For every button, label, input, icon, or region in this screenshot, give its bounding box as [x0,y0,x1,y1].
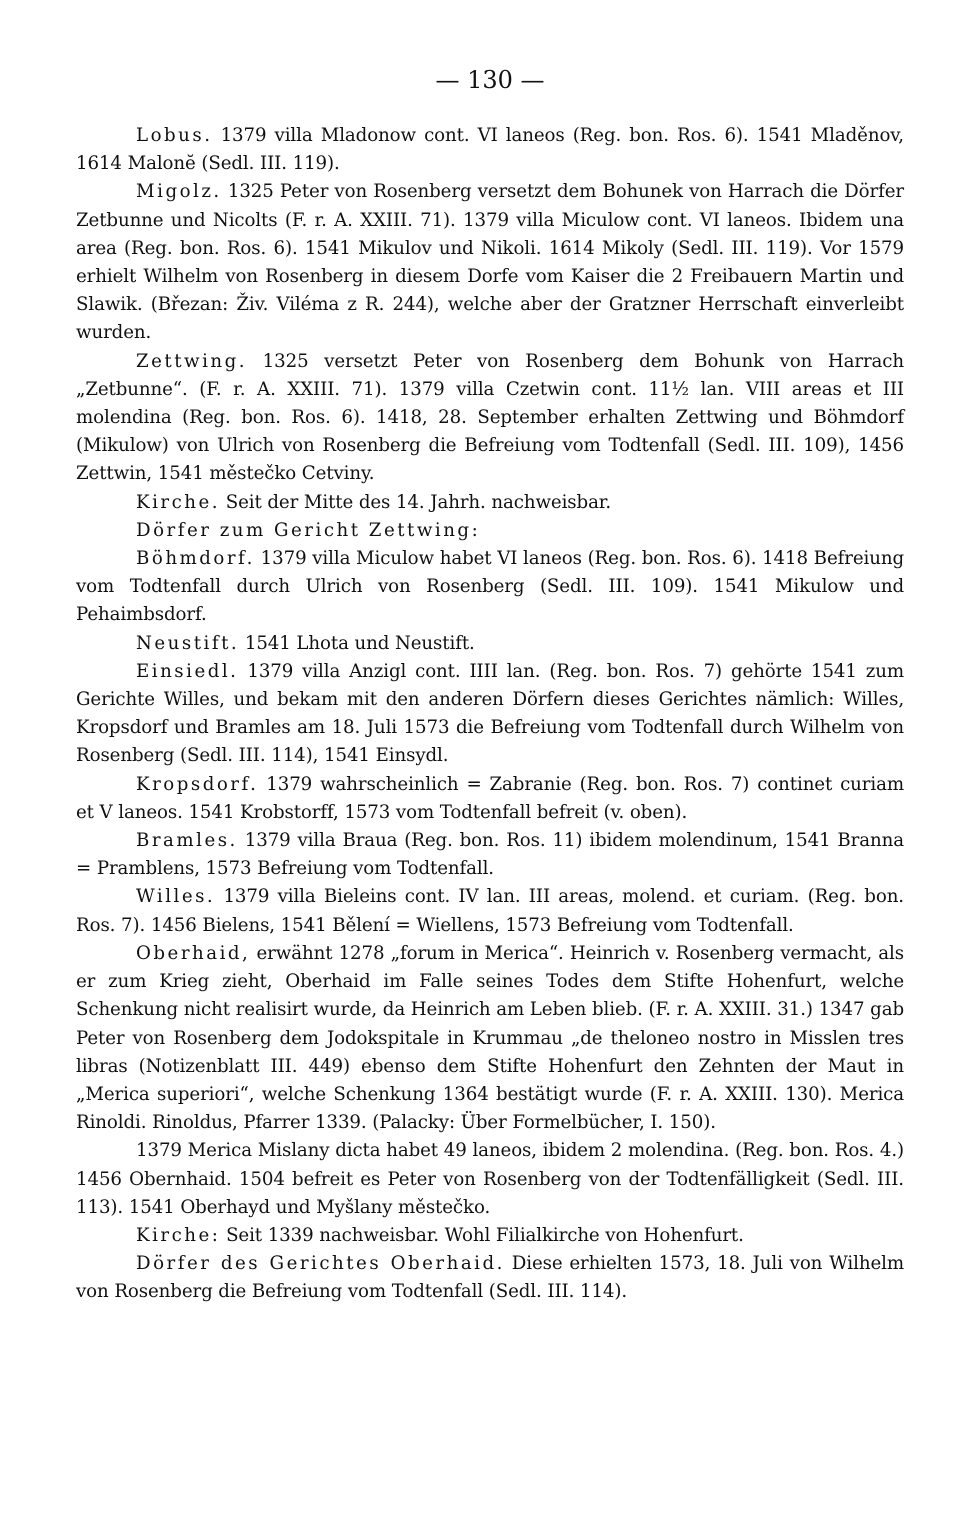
entry-heading: Kropsdorf. [136,773,259,795]
entry-text: 1379 villa Braua (Reg. bon. Ros. 11) ibidem molendinum, 1541 Branna = Pramblens, 1573 Befreiung vom Todtenfall. [76,830,904,880]
entry-heading: Dörfer des Gerichtes Oberhaid. [136,1253,505,1275]
entry-text: 1379 villa Mladonow cont. VI laneos (Reg. bon. Ros. 6). 1541 Mladěnov, 1614 Malonĕ (Sedl. III. 119). [76,125,904,175]
entry-oberhaid [76,940,904,1137]
entry-kirche-zettwing [76,489,904,517]
entry-text: 1379 villa Anzigl cont. IIII lan. (Reg. bon. Ros. 7) gehörte 1541 zum Gerichte Willes, und bekam mit den anderen Dörfern dieses Gerichtes nämlich: Willes, Kropsdorf und Bramles am 18. Juli 1573 die Befreiung vom Todtenfall durch Wilhelm von Rosenberg (Sedl. III. 114), 1541 Einsydl. [76,660,904,767]
entry-heading: Oberhaid, [136,942,251,964]
entry-heading: Migolz. [136,181,222,203]
entry-heading: Willes. [136,886,216,908]
entry-heading: Lobus. [136,125,213,146]
entry-lobus [76,122,904,178]
entry-heading: Kirche: [136,1224,221,1246]
entry-text: 1379 villa Bieleins cont. IV lan. III areas, molend. et curiam. (Reg. bon. Ros. 7). 1456 Bielens, 1541 Bělení = Wiellens, 1573 Befreiung vom Todtenfall. [76,886,904,936]
entry-zettwing [76,348,904,489]
entry-text: 1325 Peter von Rosenberg versetzt dem Bohunek von Harrach die Dörfer Zetbunne und Nicolts (F. r. A. XXIII. 71). 1379 villa Miculow cont. VI laneos. Ibidem una area (Reg. bon. Ros. 6). 1541 Mikulov und Nikoli. 1614 Mikoly (Sedl. III. 119). Vor 1579 erhielt Wilhelm von Rosenberg in diesem Dorfe vom Kaiser die 2 Freibauern Martin und Slawik. (Březan: Živ. Viléma z R. 244), welche aber der Gratzner Herrschaft einverleibt wurden. [76,181,904,344]
entry-heading: Kirche. [136,491,221,513]
section-heading-zettwing [76,517,904,545]
entry-text: 1325 versetzt Peter von Rosenberg dem Bohunk von Harrach „Zetbunne“. (F. r. A. XXIII. 71). 1379 villa Czetwin cont. 11½ lan. VIII areas et III molendina (Reg. bon. Ros. 6). 1418, 28. September erhalten Zettwing und Böhmdorf (Mikulow) von Ulrich von Rosenberg die Befreiung vom Todtenfall (Sedl. III. 109), 1456 Zettwin, 1541 městečko Cetviny. [76,350,904,485]
entry-text: 1379 villa Miculow habet VI laneos (Reg. bon. Ros. 6). 1418 Befreiung vom Todtenfall durch Ulrich von Rosenberg (Sedl. III. 109). 1541 Mikulow und Pehaimbsdorf. [76,548,904,626]
entry-boehmdorf [76,545,904,630]
entry-text: Diese erhielten 1573, 18. Juli von Wilhelm von Rosenberg die Befreiung vom Todtenfall (Sedl. III. 114). [76,1253,904,1303]
entry-migolz [76,178,904,347]
entry-einsiedl [76,658,904,771]
entry-text: 1379 wahrscheinlich = Zabranie (Reg. bon. Ros. 7) continet curiam et V laneos. 1541 Krobstorff, 1573 vom Todtenfall befreit (v. oben). [76,773,904,823]
entry-bramles [76,827,904,883]
entry-text: 1379 Merica Mislany dicta habet 49 laneos, ibidem 2 molendina. (Reg. bon. Ros. 4.) 1456 Obernhaid. 1504 befreit es Peter von Rosenberg von der Todtenfälligkeit (Sedl. III. 113). 1541 Oberhayd und Myšlany městečko. [76,1140,904,1218]
entry-text: Seit der Mitte des 14. Jahrh. nachweisbar. [220,491,612,513]
entry-text: erwähnt 1278 „forum in Merica“. Heinrich v. Rosenberg vermacht, als er zum Krieg zieht, Oberhaid im Falle seines Todes dem Stifte Hohenfurt, welche Schenkung nicht realisirt wurde, da Heinrich am Leben blieb. (F. r. A. XXIII. 31.) 1347 gab Peter von Rosenberg dem Jodokspitale in Krummau „de theloneo nostro in Misslen tres libras (Notizenblatt III. 449) ebenso dem Stifte Hohenfurt den Zehnten der Maut in „Merica superiori“, welche Schenkung 1364 bestätigt wurde (F. r. A. XXIII. 130). Merica Rinoldi. Rinoldus, Pfarrer 1339. (Palacky: Über Formelbücher, I. 150). [76,942,904,1134]
entry-text: 1541 Lhota und Neustift. [239,632,475,654]
entry-heading: Einsiedl. [136,660,239,682]
page-number: — 130 — [435,66,545,94]
entry-heading: Bramles. [136,830,238,852]
document-page [76,60,904,1307]
entry-doerfer-oberhaid [76,1250,904,1306]
entry-heading: Böhmdorf. [136,548,255,570]
section-heading: Dörfer zum Gericht Zettwing: [136,519,481,541]
entry-willes [76,883,904,939]
entry-heading: Zettwing. [136,350,248,372]
entry-heading: Neustift. [136,632,240,654]
entry-neustift [76,630,904,658]
entry-kirche-oberhaid [76,1222,904,1250]
entry-oberhaid-continued [76,1137,904,1222]
entry-kropsdorf [76,771,904,827]
entry-text: Seit 1339 nachweisbar. Wohl Filialkirche von Hohenfurt. [220,1224,744,1246]
